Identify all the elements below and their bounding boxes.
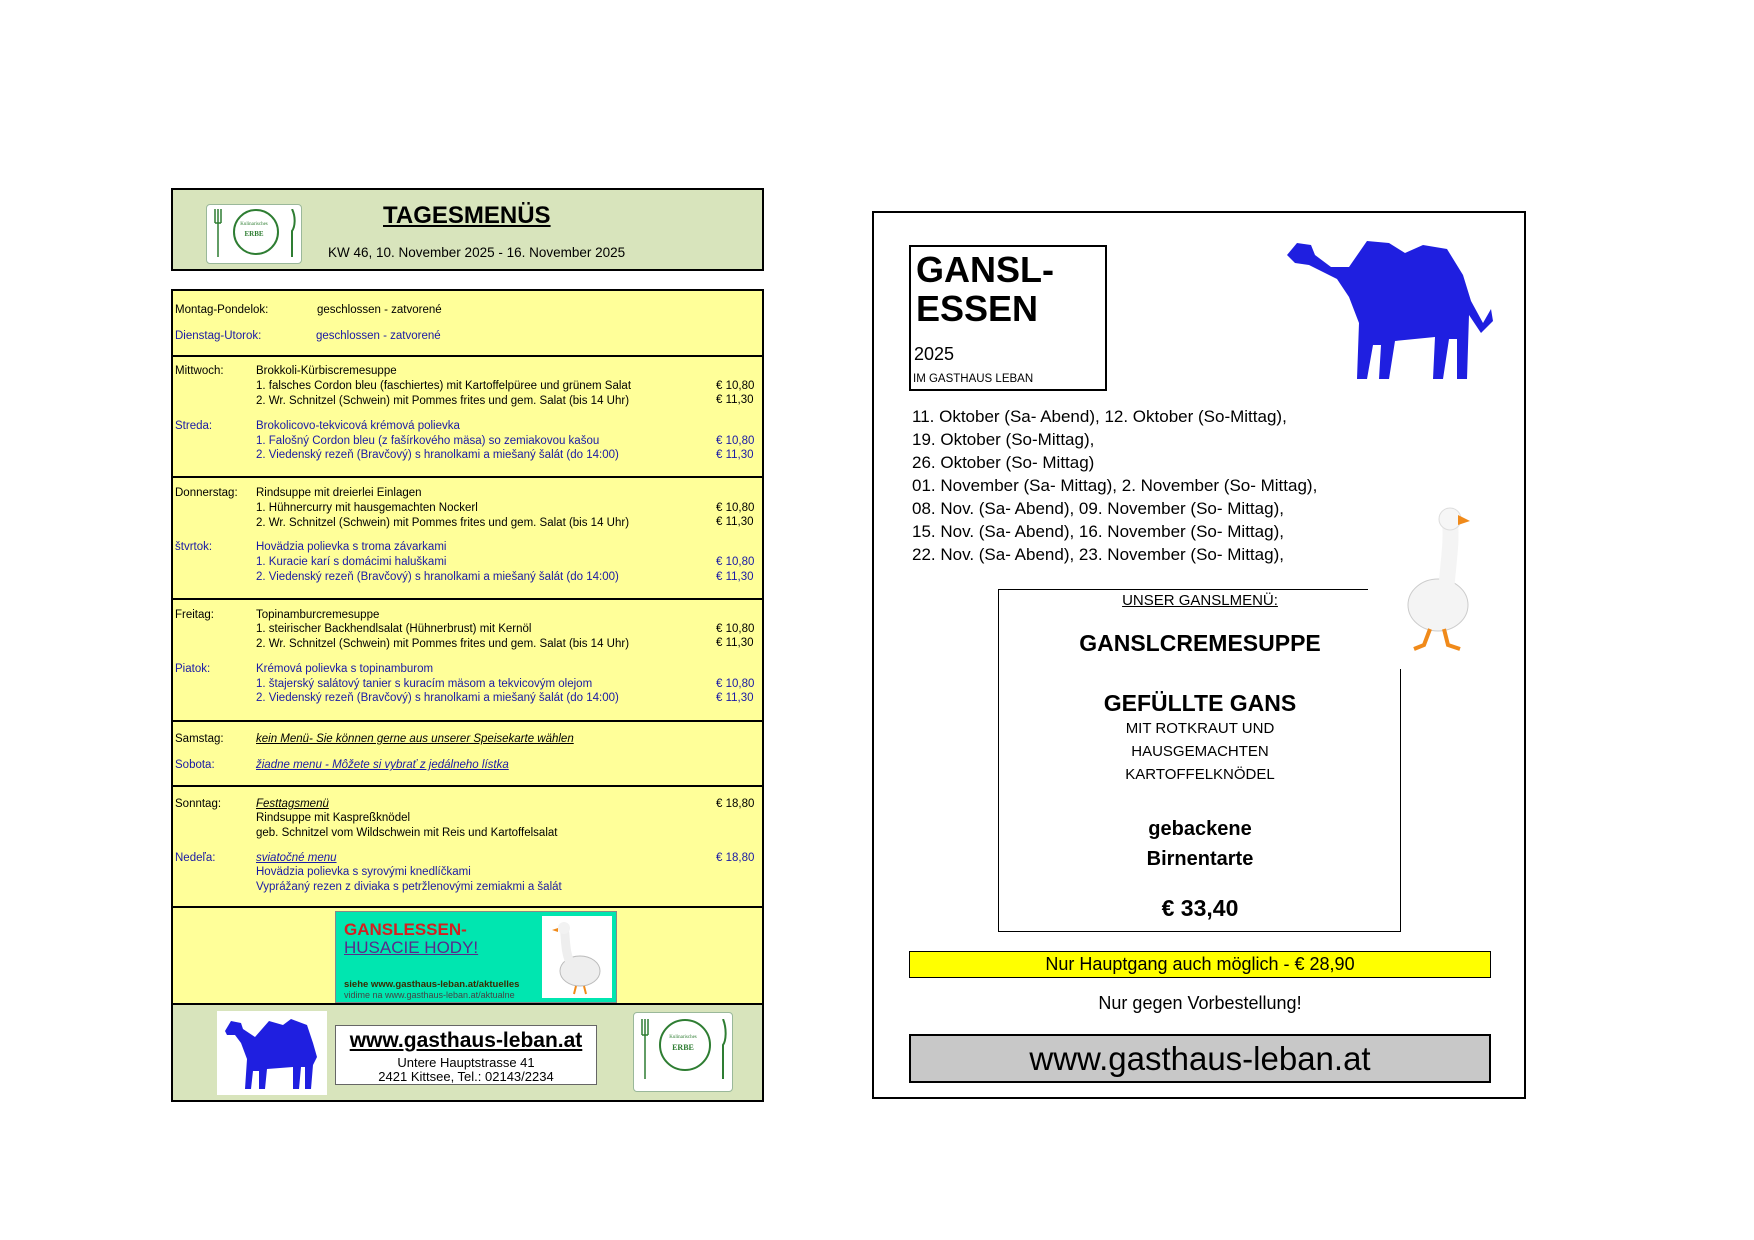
day-label: Sobota: xyxy=(175,759,215,771)
camel-logo xyxy=(217,1011,327,1095)
price: € 11,30 xyxy=(716,449,754,461)
title-line-2: ESSEN xyxy=(916,288,1039,329)
dish: 1. Kuracie karí s domácimi haluškami xyxy=(256,556,447,568)
day-section-sunday xyxy=(173,787,762,908)
saturday-note: žiadne menu - Môžete si vybrať z jedálneho lístka xyxy=(256,759,509,771)
day-label: Dienstag-Utorok: xyxy=(175,330,262,342)
day-label: Sonntag: xyxy=(175,798,222,810)
price: € 11,30 xyxy=(716,692,754,704)
website-link[interactable]: www.gasthaus-leban.at xyxy=(909,1034,1491,1083)
address-box xyxy=(335,1025,597,1085)
day-label: Streda: xyxy=(175,420,213,432)
price: € 18,80 xyxy=(716,798,755,810)
day-label: Piatok: xyxy=(175,663,211,675)
course-main-detail: MIT ROTKRAUT UND xyxy=(1125,720,1275,737)
soup: Krémová polievka s topinamburom xyxy=(256,663,434,675)
dish: 1. štajerský salátový tanier s kuracím mäsom a tekvicovým olejom xyxy=(256,678,593,690)
price: € 18,80 xyxy=(716,852,755,864)
date-line: 08. Nov. (Sa- Abend), 09. November (So- Mittag), xyxy=(912,499,1284,518)
date-line: 22. Nov. (Sa- Abend), 23. November (So- Mittag), xyxy=(912,545,1284,564)
day-label: Nedeľa: xyxy=(175,852,216,864)
course-main: GEFÜLLTE GANS xyxy=(1103,690,1297,716)
street-address: Untere Hauptstrasse 41 xyxy=(397,1055,535,1070)
day-label: Samstag: xyxy=(175,733,224,745)
dish: Vyprážaný rezen z diviaka s petržlenovými zemiakmi a šalát xyxy=(256,881,562,893)
dish: geb. Schnitzel vom Wildschwein mit Reis und Kartoffelsalat xyxy=(256,827,558,839)
dish: 2. Viedenský rezeň (Bravčový) s hranolkami a miešaný šalát (do 14:00) xyxy=(256,692,619,704)
knife-icon xyxy=(718,1019,728,1079)
day-section-thursday xyxy=(173,478,762,600)
ganslessen-flyer xyxy=(872,211,1526,1099)
fork-icon xyxy=(640,1019,650,1079)
soup: Rindsuppe mit dreierlei Einlagen xyxy=(256,487,422,499)
price: € 10,80 xyxy=(716,435,755,447)
day-label: Montag-Pondelok: xyxy=(175,304,269,316)
goose-image xyxy=(542,916,612,998)
goose-image xyxy=(1394,503,1484,653)
date-line: 15. Nov. (Sa- Abend), 16. November (So- Mittag), xyxy=(912,522,1284,541)
price: € 10,80 xyxy=(716,556,755,568)
goose-menu-box xyxy=(998,589,1401,932)
course-soup: GANSLCREMESUPPE xyxy=(1079,630,1321,656)
kulinarisches-erbe-seal: Kulinarisches ERBE xyxy=(633,1012,733,1092)
price: € 10,80 xyxy=(716,380,755,392)
date-line: 11. Oktober (Sa- Abend), 12. Oktober (So-Mittag), xyxy=(912,407,1287,426)
price: € 11,30 xyxy=(716,571,754,583)
price: € 10,80 xyxy=(716,678,755,690)
dish: 1. steirischer Backhendlsalat (Hühnerbrust) mit Kernöl xyxy=(256,623,532,635)
dish: 2. Wr. Schnitzel (Schwein) mit Pommes frites und gem. Salat (bis 14 Uhr) xyxy=(256,517,630,529)
saturday-note: kein Menü- Sie können gerne aus unserer Speisekarte wählen xyxy=(256,733,574,745)
knife-icon xyxy=(287,209,297,257)
date-line: 26. Oktober (So- Mittag) xyxy=(912,453,1095,472)
day-section-saturday xyxy=(173,722,762,787)
soup: Topinamburcremesuppe xyxy=(256,609,380,621)
soup: Brokkoli-Kürbiscremesuppe xyxy=(256,365,397,377)
preorder-note: Nur gegen Vorbestellung! xyxy=(1098,993,1302,1013)
dish: 2. Viedenský rezeň (Bravčový) s hranolkami a miešaný šalát (do 14:00) xyxy=(256,571,619,583)
price: € 10,80 xyxy=(716,623,755,635)
price: € 11,30 xyxy=(716,516,754,528)
date-line: 01. November (Sa- Mittag), 2. November (So- Mittag), xyxy=(912,476,1318,495)
dish: 1. Falošný Cordon bleu (z fašírkového mäsa) so zemiakovou kašou xyxy=(256,435,600,447)
dish: Rindsuppe mit Kaspreßknödel xyxy=(256,812,411,824)
day-section-friday xyxy=(173,600,762,722)
price: € 10,80 xyxy=(716,502,755,514)
day-label: Mittwoch: xyxy=(175,365,224,377)
closed-days-section xyxy=(173,291,762,357)
dates-list xyxy=(912,405,1317,566)
dish: 2. Viedenský rezeň (Bravčový) s hranolkami a miešaný šalát (do 14:00) xyxy=(256,449,619,461)
day-label: Freitag: xyxy=(175,609,214,621)
price: € 11,30 xyxy=(716,394,754,406)
day-text: geschlossen - zatvorené xyxy=(317,304,442,316)
kulinarisches-erbe-seal: Kulinarisches ERBE xyxy=(206,204,302,264)
soup: Hovädzia polievka s troma závarkami xyxy=(256,541,447,553)
dish: 2. Wr. Schnitzel (Schwein) mit Pommes frites und gem. Salat (bis 14 Uhr) xyxy=(256,395,630,407)
fork-icon xyxy=(213,209,223,257)
title-line-1: GANSL- xyxy=(916,249,1054,290)
city-phone: 2421 Kittsee, Tel.: 02143/2234 xyxy=(378,1069,554,1084)
day-label: štvrtok: xyxy=(175,541,213,553)
festive-menu-title: Festtagsmenü xyxy=(256,798,329,810)
year: 2025 xyxy=(914,344,955,364)
menu-heading: UNSER GANSLMENÜ: xyxy=(1122,592,1278,609)
contact-footer xyxy=(171,1003,764,1102)
website-link[interactable]: www.gasthaus-leban.at xyxy=(349,1029,583,1052)
menu-price: € 33,40 xyxy=(1161,895,1239,921)
venue: IM GASTHAUS LEBAN xyxy=(913,373,1034,385)
soup: Brokolicovo-tekvicová krémová polievka xyxy=(256,420,460,432)
main-course-only-note: Nur Hauptgang auch möglich - € 28,90 xyxy=(909,951,1491,978)
course-main-detail: KARTOFFELKNÖDEL xyxy=(1125,766,1275,783)
page-title: TAGESMENÜS xyxy=(383,202,551,229)
ganslessen-promo[interactable] xyxy=(335,911,617,1003)
date-line: 19. Oktober (So-Mittag), xyxy=(912,430,1095,449)
title-box xyxy=(909,245,1107,391)
week-range: KW 46, 10. November 2025 - 16. November 2025 xyxy=(328,245,626,260)
dessert: Birnentarte xyxy=(1146,848,1254,870)
dessert: gebackene xyxy=(1148,818,1252,840)
day-text: geschlossen - zatvorené xyxy=(316,330,441,342)
daily-menu-header xyxy=(171,188,764,271)
promo-title-de: GANSLESSEN- xyxy=(344,920,467,939)
dish: 2. Wr. Schnitzel (Schwein) mit Pommes frites und gem. Salat (bis 14 Uhr) xyxy=(256,638,630,650)
promo-link-de[interactable]: siehe www.gasthaus-leban.at/aktuelles xyxy=(344,979,520,990)
festive-menu-title: sviatočné menu xyxy=(256,852,337,864)
dish: Hovädzia polievka s syrovými knedlíčkami xyxy=(256,866,471,878)
price: € 11,30 xyxy=(716,637,754,649)
promo-title-sk: HUSACIE HODY! xyxy=(344,938,479,957)
day-label: Donnerstag: xyxy=(175,487,238,499)
day-section-wednesday xyxy=(173,357,762,478)
promo-link-sk[interactable]: vidime na www.gasthaus-leban.at/aktualne xyxy=(344,990,515,1000)
dish: 1. falsches Cordon bleu (faschiertes) mit Kartoffelpüree und grünem Salat xyxy=(256,380,632,392)
camel-image xyxy=(1287,235,1495,385)
course-main-detail: HAUSGEMACHTEN xyxy=(1131,743,1269,760)
dish: 1. Hühnercurry mit hausgemachten Nockerl xyxy=(256,502,478,514)
weekly-menu-table xyxy=(171,289,764,1102)
